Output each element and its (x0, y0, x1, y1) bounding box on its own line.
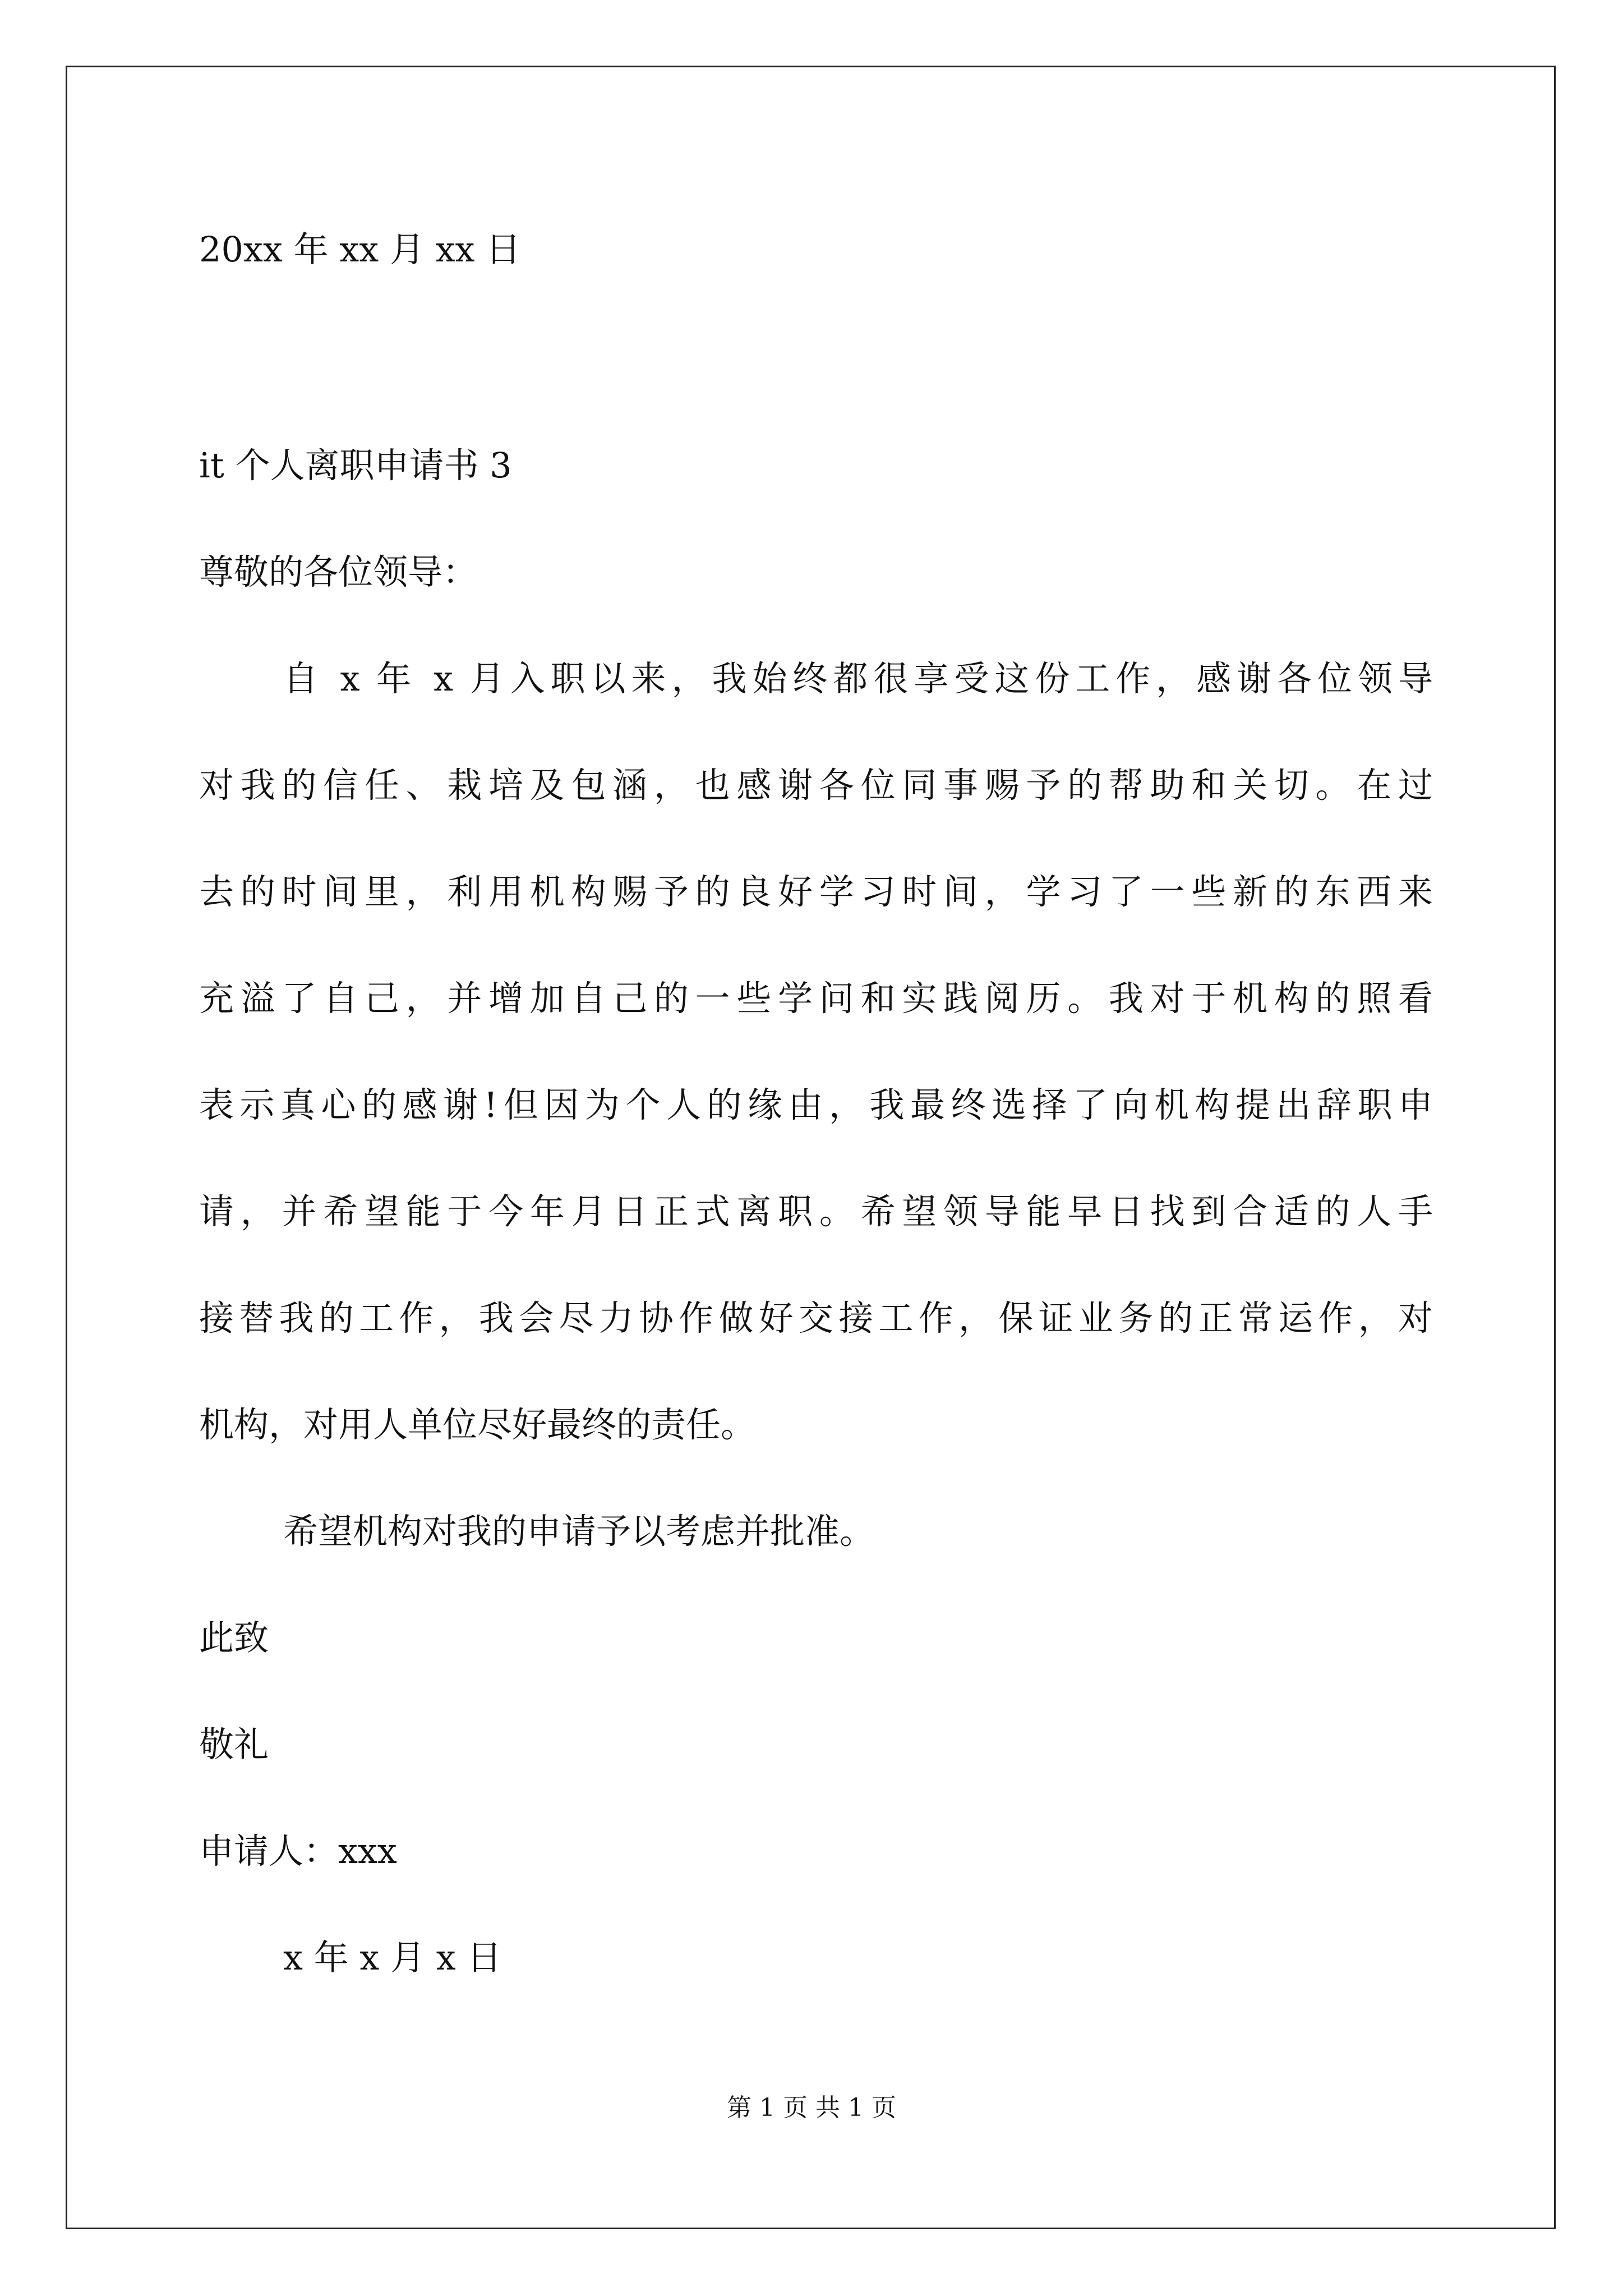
salutation: 尊敬的各位领导： (199, 551, 478, 592)
signature-date: x 年 x 月 x 日 (283, 1937, 502, 1978)
closing-jingli: 敬礼 (199, 1724, 269, 1765)
paragraph-line: 请，并希望能于今年月日正式离职。希望领导能早日找到合适的人手 (199, 1191, 1433, 1232)
closing-cizhi: 此致 (199, 1617, 269, 1658)
paragraph-line: 对我的信任、栽培及包涵，也感谢各位同事赐予的帮助和关切。在过 (199, 765, 1433, 806)
page-border (66, 66, 1556, 2229)
document-title: it 个人离职申请书 3 (199, 445, 512, 486)
request-sentence: 希望机构对我的申请予以考虑并批准。 (283, 1511, 875, 1552)
paragraph-line: 充溢了自己，并增加自己的一些学问和实践阅历。我对于机构的照看 (199, 978, 1433, 1019)
paragraph-line: 表示真心的感谢!但因为个人的缘由，我最终选择了向机构提出辞职申 (199, 1084, 1433, 1125)
paragraph-line: 自 x 年 x 月入职以来，我始终都很享受这份工作，感谢各位领导 (283, 658, 1433, 699)
page-footer: 第 1 页 共 1 页 (727, 2093, 896, 2122)
top-date: 20xx 年 xx 月 xx 日 (199, 229, 521, 270)
paragraph-line: 接替我的工作，我会尽力协作做好交接工作，保证业务的正常运作，对 (199, 1297, 1433, 1338)
paragraph-line: 去的时间里，利用机构赐予的良好学习时间，学习了一些新的东西来 (199, 871, 1433, 912)
applicant-line: 申请人：xxx (199, 1830, 397, 1871)
paragraph-line: 机构，对用人单位尽好最终的责任。 (199, 1404, 756, 1445)
